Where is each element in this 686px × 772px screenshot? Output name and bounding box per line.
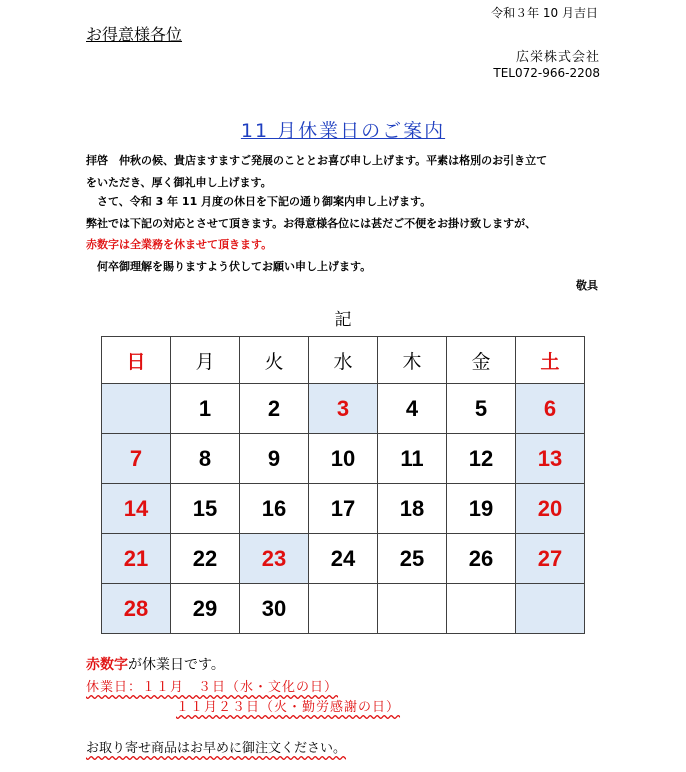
calendar-week-row [102,484,585,534]
document-title: 11 月休業日のご案内 [240,120,446,142]
weekday-header: 木 [378,337,447,384]
calendar-week-row [102,584,585,634]
calendar-day: 26 [447,534,516,584]
calendar-empty-cell [102,384,171,434]
calendar-day: 24 [309,534,378,584]
calendar-day: 19 [447,484,516,534]
calendar-day: 14 [102,484,171,534]
closing: 敬具 [576,279,598,292]
weekday-header: 日 [102,337,171,384]
company-name: 広栄株式会社 [515,50,600,65]
issue-date: 令和３年 10 月吉日 [491,6,598,20]
red-suffix: が休業日です。 [128,657,225,673]
weekday-header: 土 [516,337,585,384]
weekday-header: 火 [240,337,309,384]
calendar-empty-cell [516,584,585,634]
red-label: 赤数字 [86,657,128,673]
calendar-day: 22 [171,534,240,584]
body-line-1: 拝啓 仲秋の候、貴店ますますご発展のこととお喜び申し上げます。平素は格別のお引き立て [86,154,548,167]
calendar-day: 4 [378,384,447,434]
calendar-day: 23 [240,534,309,584]
calendar-day: 29 [171,584,240,634]
calendar-day: 12 [447,434,516,484]
calendar-day: 10 [309,434,378,484]
calendar-day: 28 [102,584,171,634]
body-line-4: 弊社では下記の対応とさせて頂きます。お得意様各位には甚だご不便をお掛け致しますが、 [86,217,537,230]
calendar-day: 17 [309,484,378,534]
calendar-day: 20 [516,484,585,534]
calendar-day: 13 [516,434,585,484]
holiday-legend [86,654,225,674]
ki-heading: 記 [334,310,352,330]
calendar-week-row [102,434,585,484]
weekday-header: 月 [171,337,240,384]
body-line-5: 赤数字は全業務を休ませて頂きます。 [86,238,273,251]
calendar-empty-cell [447,584,516,634]
holiday-line-2: １１月２３日（火・勤労感謝の日） [176,700,401,715]
recipient: お得意様各位 [86,25,183,44]
calendar-day: 25 [378,534,447,584]
calendar-day: 9 [240,434,309,484]
calendar-day: 2 [240,384,309,434]
calendar-day: 5 [447,384,516,434]
calendar-week-row [102,534,585,584]
calendar-day: 16 [240,484,309,534]
calendar-day: 1 [171,384,240,434]
body-line-6: 何卒御理解を賜りますよう伏してお願い申し上げます。 [86,260,372,273]
weekday-header: 金 [447,337,516,384]
calendar-day: 18 [378,484,447,534]
calendar-weekday-row [102,337,585,384]
calendar-table [101,336,585,634]
calendar-day: 3 [309,384,378,434]
order-notice: お取り寄せ商品はお早めに御注文ください。 [86,741,347,756]
company-tel: TEL072-966-2208 [493,66,600,80]
calendar-day: 30 [240,584,309,634]
calendar-empty-cell [378,584,447,634]
calendar-day: 7 [102,434,171,484]
calendar-empty-cell [309,584,378,634]
calendar-day: 21 [102,534,171,584]
weekday-header: 水 [309,337,378,384]
holiday-line-1: 休業日：１１月 ３日（水・文化の日） [86,680,339,695]
calendar-week-row [102,384,585,434]
body-line-3: さて、令和 3 年 11 月度の休日を下記の通り御案内申し上げます。 [86,195,432,208]
calendar-day: 6 [516,384,585,434]
calendar-day: 11 [378,434,447,484]
calendar-day: 27 [516,534,585,584]
calendar-day: 8 [171,434,240,484]
body-line-2: をいただき、厚く御礼申し上げます。 [86,176,272,189]
calendar-day: 15 [171,484,240,534]
